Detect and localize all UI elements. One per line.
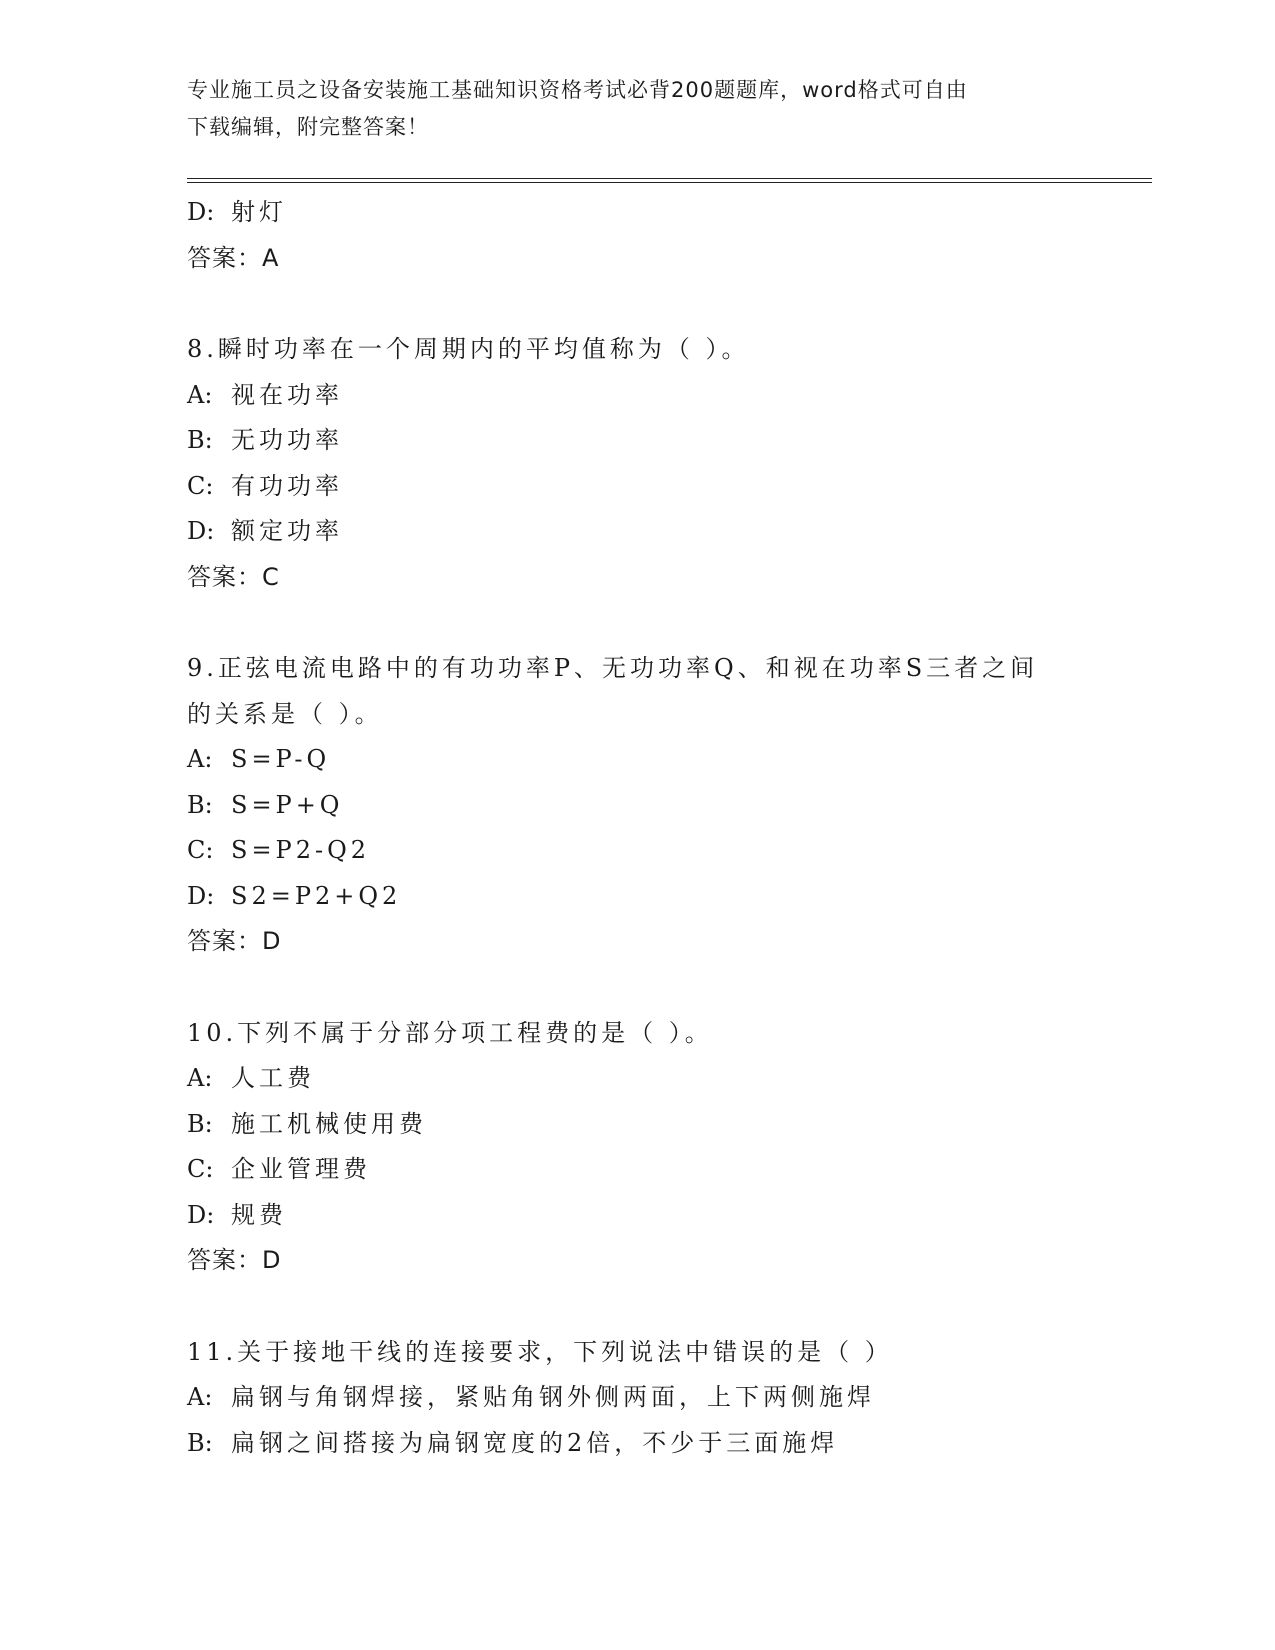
option-text: 扁钢之间搭接为扁钢宽度的2倍，不少于三面施焊: [231, 1428, 839, 1457]
option-letter: D:: [187, 517, 215, 545]
option-letter: B:: [187, 1428, 213, 1457]
option-a: [187, 1375, 1152, 1421]
answer-line: 答案：C: [187, 562, 280, 591]
option-letter: A:: [187, 1064, 213, 1092]
option-letter: B:: [187, 790, 213, 819]
option-letter: D:: [187, 198, 215, 226]
option-text: S=P+Q: [231, 790, 344, 819]
option-text: S2=P2+Q2: [231, 881, 402, 910]
option-text: 企业管理费: [231, 1155, 371, 1183]
option-b: [187, 783, 1152, 829]
option-text: 扁钢与角钢焊接，紧贴角钢外侧两面，上下两侧施焊: [231, 1383, 875, 1411]
option-letter: B:: [187, 426, 213, 454]
option-letter: A:: [187, 1383, 213, 1411]
option-text: 额定功率: [231, 517, 343, 545]
option-text: 有功功率: [231, 471, 343, 500]
option-b: [187, 1102, 1152, 1148]
answer-line: 答案：D: [187, 1246, 282, 1274]
option-d: [187, 190, 1152, 236]
option-letter: C:: [187, 1155, 214, 1183]
option-letter: C:: [187, 471, 214, 500]
option-d: [187, 1193, 1152, 1239]
option-d: [187, 874, 1152, 920]
option-letter: A:: [187, 380, 213, 409]
question-stem: 8.瞬时功率在一个周期内的平均值称为（ ）。: [187, 335, 750, 363]
header-line-2: 下载编辑，附完整答案！: [187, 115, 429, 139]
answer-line: 答案：A: [187, 243, 280, 272]
option-text: S=P-Q: [231, 745, 331, 773]
document-header: [187, 72, 1067, 146]
question-stem-continued: 的关系是（ ）。: [187, 699, 383, 728]
header-line-1: 专业施工员之设备安装施工基础知识资格考试必背200题题库，word格式可自由: [187, 78, 968, 102]
option-a: [187, 373, 1152, 419]
option-letter: D:: [187, 881, 215, 910]
option-text: 视在功率: [231, 380, 343, 409]
option-text: S=P2-Q2: [231, 836, 371, 864]
option-d: [187, 509, 1152, 555]
option-text: 规费: [231, 1200, 287, 1229]
question-stem: 10.下列不属于分部分项工程费的是（ ）。: [187, 1018, 713, 1047]
option-letter: B:: [187, 1109, 213, 1138]
option-letter: A:: [187, 745, 213, 773]
option-b: [187, 418, 1152, 464]
option-letter: C:: [187, 836, 214, 864]
option-text: 施工机械使用费: [231, 1109, 427, 1138]
option-c: [187, 828, 1152, 874]
header-divider: [187, 178, 1152, 183]
question-stem: 11.关于接地干线的连接要求，下列说法中错误的是（ ）: [187, 1337, 893, 1366]
option-text: 人工费: [231, 1064, 315, 1092]
option-c: [187, 464, 1152, 510]
option-text: 无功功率: [231, 426, 343, 454]
option-text: 射灯: [231, 198, 287, 226]
question-content: [187, 190, 1152, 1466]
option-c: [187, 1147, 1152, 1193]
answer-line: 答案：D: [187, 927, 282, 955]
question-stem: 9.正弦电流电路中的有功功率P、无功功率Q、和视在功率S三者之间: [187, 654, 1039, 682]
option-letter: D:: [187, 1200, 215, 1229]
option-a: [187, 737, 1152, 783]
option-a: [187, 1056, 1152, 1102]
option-b: [187, 1421, 1152, 1467]
